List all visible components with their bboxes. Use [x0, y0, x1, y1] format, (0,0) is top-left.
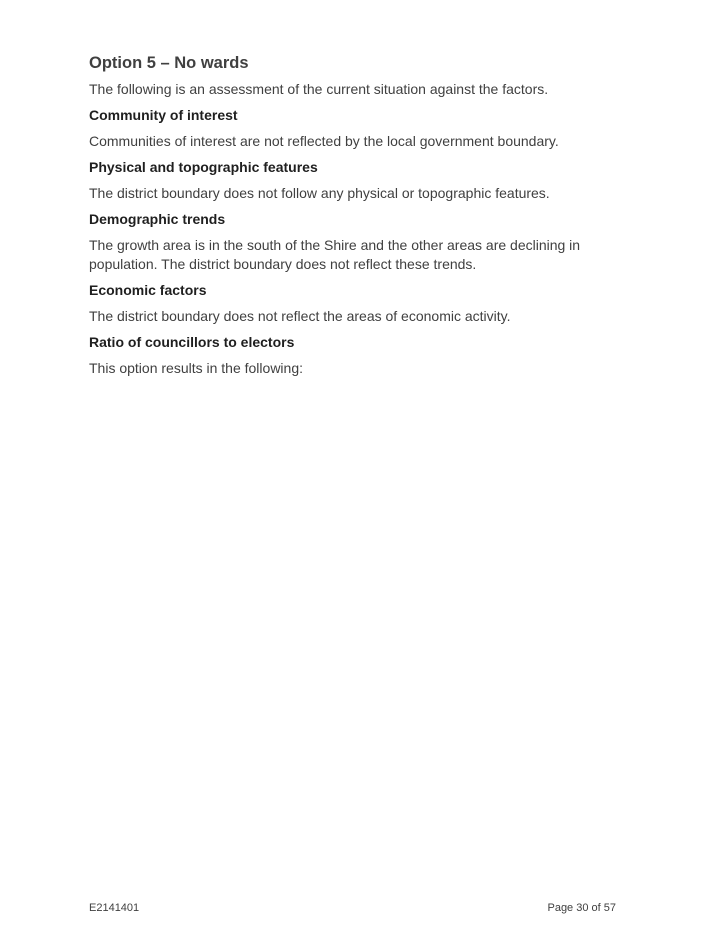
- section-heading: Community of interest: [89, 107, 238, 123]
- section-demographic-trends: [89, 210, 619, 274]
- section-heading: Physical and topographic features: [89, 159, 318, 175]
- section-text: The district boundary does not reflect the areas of economic activity.: [89, 308, 511, 324]
- section-physical-topographic: [89, 158, 619, 203]
- intro-text: The following is an assessment of the current situation against the factors.: [89, 81, 549, 97]
- section-text: This option results in the following:: [89, 360, 303, 376]
- section-ratio-councillors: [89, 333, 619, 378]
- section-economic-factors: [89, 281, 619, 326]
- section-text: Communities of interest are not reflected by the local government boundary.: [89, 133, 559, 149]
- section-text: The district boundary does not follow any physical or topographic features.: [89, 185, 550, 201]
- section-heading: Demographic trends: [89, 211, 226, 227]
- section-heading: Economic factors: [89, 282, 207, 298]
- footer-doc-id: E2141401: [89, 902, 140, 914]
- section-heading: Ratio of councillors to electors: [89, 334, 295, 350]
- page-title: Option 5 – No wards: [89, 54, 249, 72]
- footer-page-number: Page 30 of 57: [547, 902, 616, 914]
- section-text: The growth area is in the south of the Shire and the other areas are declining in population. The district boundary does not reflect these trends.: [89, 237, 581, 272]
- section-community-of-interest: [89, 106, 619, 151]
- document-body: [89, 52, 619, 385]
